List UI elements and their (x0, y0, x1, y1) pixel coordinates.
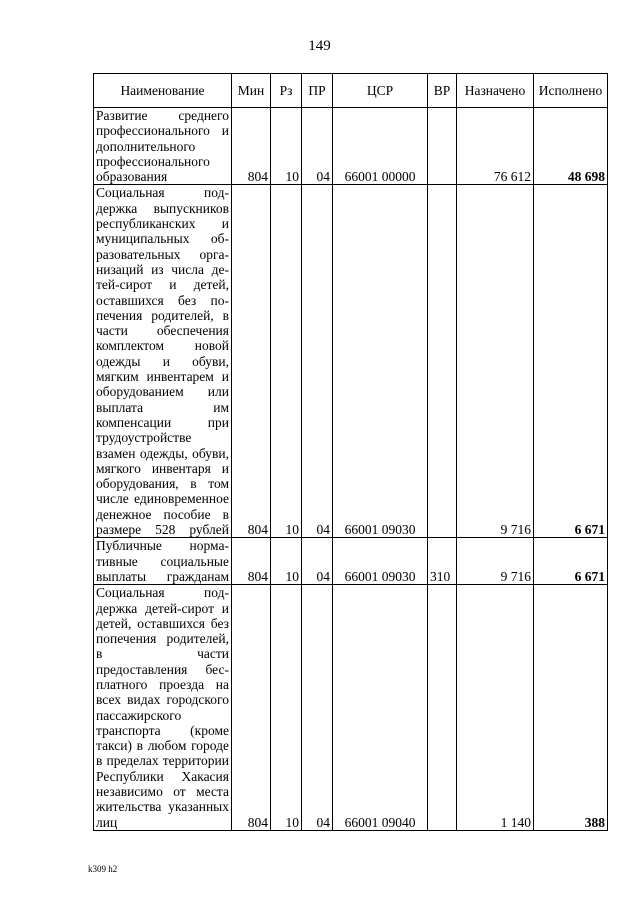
row-executed: 48 698 (534, 108, 608, 185)
row-min: 804 (232, 585, 271, 831)
row-rz: 10 (271, 185, 302, 538)
row-csr: 66001 09030 (333, 538, 428, 585)
header-min: Мин (232, 74, 271, 108)
row-pr: 04 (302, 108, 333, 185)
row-name: Развитие среднего профессионального и дополнительного профессионального образования (94, 108, 232, 185)
budget-table (93, 73, 608, 831)
row-name: Социальная поддержка детей-сирот и детей, оставшихся без попечения родителей, в части предоставления бесплатного проезда на всех видах городского пассажирского транспорта (кроме такси) в любом городе в пределах территории Республики Хакасия независимо от места жительства указанных лиц (94, 585, 232, 831)
table-row (94, 108, 608, 185)
row-min: 804 (232, 185, 271, 538)
row-min: 804 (232, 538, 271, 585)
row-name: Публичные нормативные социальные выплаты гражданам (94, 538, 232, 585)
footer-code: k309 h2 (88, 864, 118, 874)
header-csr: ЦСР (333, 74, 428, 108)
row-min: 804 (232, 108, 271, 185)
table-row (94, 538, 608, 585)
row-rz: 10 (271, 108, 302, 185)
row-assigned: 76 612 (457, 108, 534, 185)
header-name: Наименование (94, 74, 232, 108)
row-pr: 04 (302, 185, 333, 538)
row-executed: 388 (534, 585, 608, 831)
row-executed: 6 671 (534, 185, 608, 538)
row-vr (428, 185, 457, 538)
row-rz: 10 (271, 585, 302, 831)
header-row (94, 74, 608, 108)
table-row (94, 185, 608, 538)
row-pr: 04 (302, 538, 333, 585)
row-vr: 310 (428, 538, 457, 585)
header-pr: ПР (302, 74, 333, 108)
row-rz: 10 (271, 538, 302, 585)
row-pr: 04 (302, 585, 333, 831)
row-csr: 66001 09040 (333, 585, 428, 831)
header-executed: Исполнено (534, 74, 608, 108)
row-assigned: 9 716 (457, 538, 534, 585)
row-vr (428, 585, 457, 831)
row-executed: 6 671 (534, 538, 608, 585)
header-assigned: Назначено (457, 74, 534, 108)
header-vr: ВР (428, 74, 457, 108)
row-name: Социальная поддержка выпускников республиканских и муниципальных образовательных организаций из числа детей-сирот и детей, оставшихся без попечения родителей, в части обеспечения комплектом новой одежды и обуви, мягким инвентарем и оборудованием или выплата им компенсации при трудоустройстве взамен одежды, обуви, мягкого инвентаря и оборудования, в том числе единовременное денежное пособие в размере 528 рублей (94, 185, 232, 538)
page-number: 149 (308, 38, 331, 54)
row-vr (428, 108, 457, 185)
row-csr: 66001 00000 (333, 108, 428, 185)
row-assigned: 1 140 (457, 585, 534, 831)
row-csr: 66001 09030 (333, 185, 428, 538)
header-rz: Рз (271, 74, 302, 108)
table-row (94, 585, 608, 831)
row-assigned: 9 716 (457, 185, 534, 538)
